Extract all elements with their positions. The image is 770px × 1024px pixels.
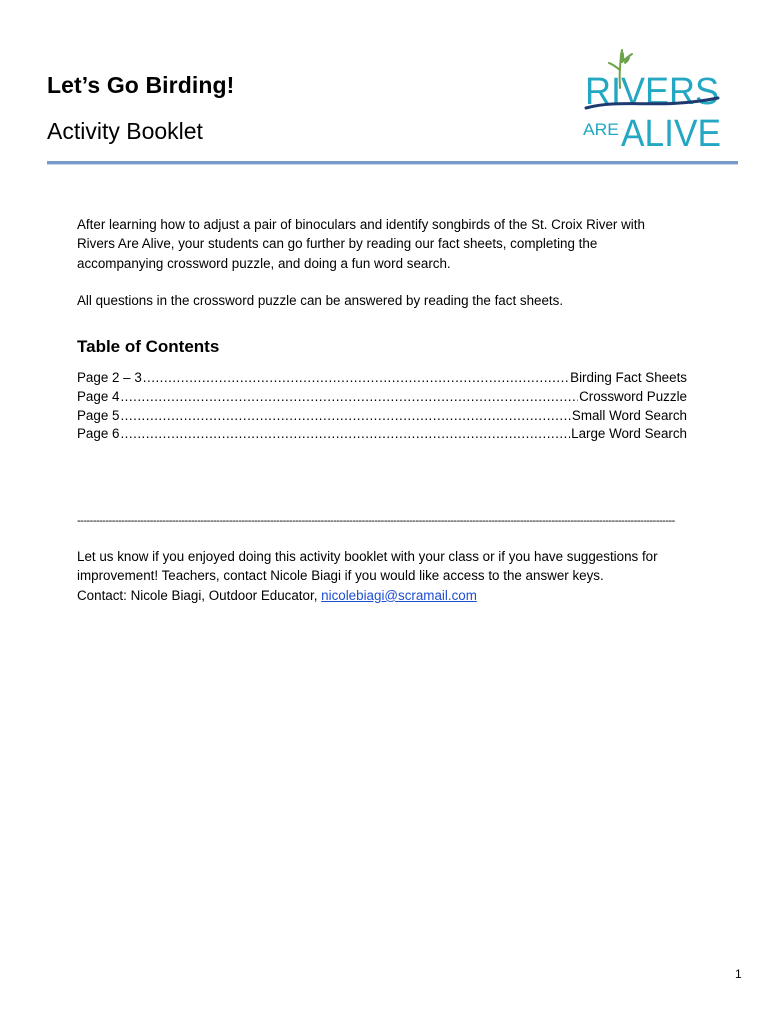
- document-title: Let’s Go Birding!: [47, 72, 235, 98]
- toc-page: Page 5: [77, 407, 120, 423]
- toc-leader: [120, 425, 570, 444]
- toc-page: Page 2 – 3: [77, 370, 142, 385]
- toc-entry: [77, 407, 687, 426]
- toc-title: Birding Fact Sheets: [570, 370, 687, 385]
- feedback-paragraph: [77, 547, 689, 605]
- feedback-line: Let us know if you enjoyed doing this activity booklet with your class or if you have suggestions for: [77, 549, 658, 564]
- logo-text-rivers: RIVERS: [585, 71, 719, 113]
- dashed-divider: ---------------------------------------------------------------------------------------------------------------------------------------------------------------------------------------------: [77, 515, 675, 527]
- toc-title: Small Word Search: [571, 407, 687, 423]
- toc-entry: [77, 388, 687, 407]
- email-link[interactable]: nicolebiagi@scramail.com: [321, 587, 477, 603]
- logo-text-are: ARE: [583, 120, 619, 139]
- contact-prefix: Contact: Nicole Biagi, Outdoor Educator,: [77, 587, 322, 603]
- crossword-note: All questions in the crossword puzzle can be answered by reading the fact sheets.: [77, 293, 564, 308]
- header-rule-shadow: [47, 164, 738, 165]
- contact-line: [77, 586, 689, 605]
- rivers-are-alive-logo: [582, 48, 724, 152]
- toc-heading: Table of Contents: [77, 337, 220, 356]
- intro-line: accompanying crossword puzzle, and doing a fun word search.: [77, 255, 451, 271]
- logo-text-alive: ALIVE: [621, 113, 721, 152]
- toc-entry: [77, 369, 687, 388]
- page-number: 1: [735, 967, 742, 981]
- document-subtitle: Activity Booklet: [47, 118, 203, 144]
- toc-leader: [120, 407, 570, 426]
- intro-line: Rivers Are Alive, your students can go further by reading our fact sheets, completing the: [77, 236, 598, 252]
- toc-leader: [120, 388, 578, 407]
- toc-title: Crossword Puzzle: [579, 388, 687, 404]
- toc-page: Page 6: [77, 426, 120, 442]
- toc-page: Page 4: [77, 388, 120, 404]
- feedback-line: improvement! Teachers, contact Nicole Biagi if you would like access to the answer keys.: [77, 568, 604, 584]
- toc-leader: [143, 369, 569, 388]
- toc-entry: [77, 425, 687, 444]
- table-of-contents: [77, 369, 687, 444]
- toc-title: Large Word Search: [571, 426, 687, 442]
- intro-line: After learning how to adjust a pair of binoculars and identify songbirds of the St. Croix River with: [77, 217, 645, 232]
- intro-paragraph: [77, 215, 689, 273]
